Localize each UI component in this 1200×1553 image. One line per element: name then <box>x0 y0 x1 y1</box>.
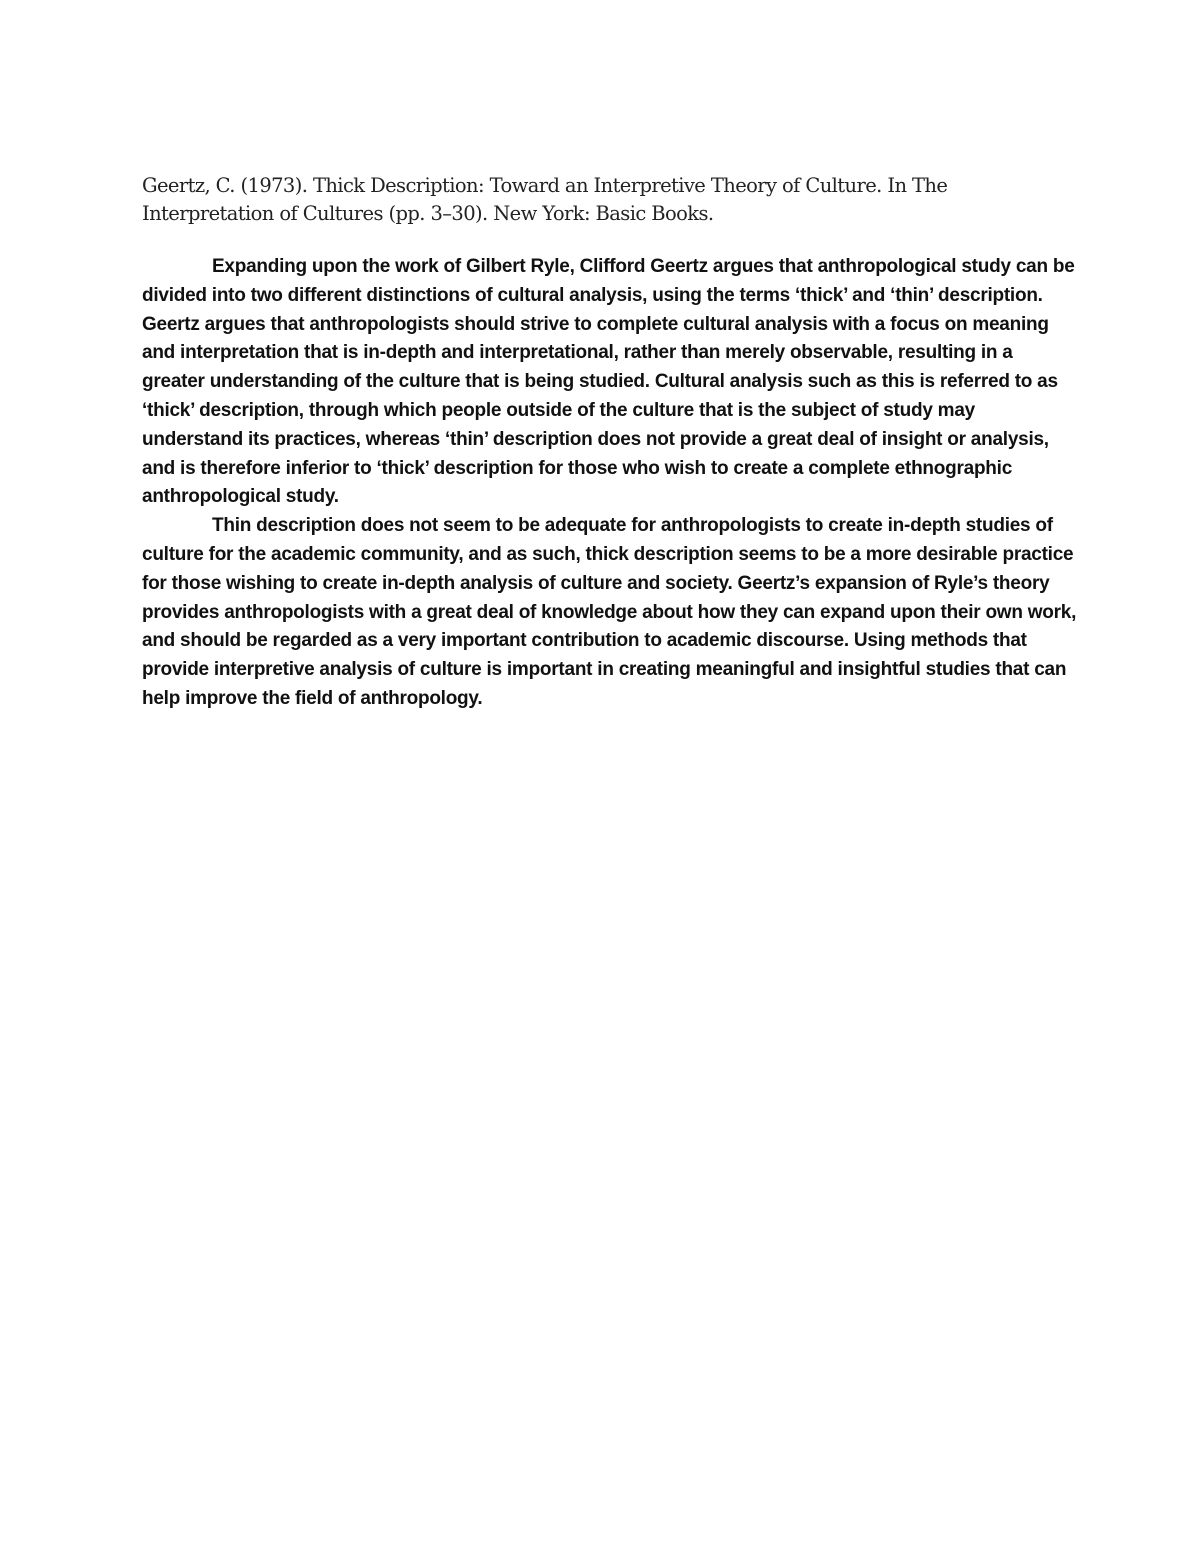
citation: Geertz, C. (1973). Thick Description: Toward an Interpretive Theory of Culture. In The Interpretation of Cultures (pp. 3–30). New York: Basic Books. <box>142 174 948 225</box>
document-body <box>142 253 1077 714</box>
paragraph-2: Thin description does not seem to be adequate for anthropologists to create in-depth studies of culture for the academic community, and as such, thick description seems to be a more desirable practice for those wishing to create in-depth analysis of culture and society. Geertz’s expansion of Ryle’s theory provides anthropologists with a great deal of knowledge about how they can expand upon their own work, and should be regarded as a very important contribution to academic discourse. Using methods that provide interpretive analysis of culture is important in creating meaningful and insightful studies that can help improve the field of anthropology. <box>142 515 1077 709</box>
paragraph-1: Expanding upon the work of Gilbert Ryle, Clifford Geertz argues that anthropological study can be divided into two different distinctions of cultural analysis, using the terms ‘thick’ and ‘thin’ description. Geertz argues that anthropologists should strive to complete cultural analysis with a focus on meaning and interpretation that is in-depth and interpretational, rather than merely observable, resulting in a greater understanding of the culture that is being studied. Cultural analysis such as this is referred to as ‘thick’ description, through which people outside of the culture that is the subject of study may understand its practices, whereas ‘thin’ description does not provide a great deal of insight or analysis, and is therefore inferior to ‘thick’ description for those who wish to create a complete ethnographic anthropological study. <box>142 256 1075 508</box>
